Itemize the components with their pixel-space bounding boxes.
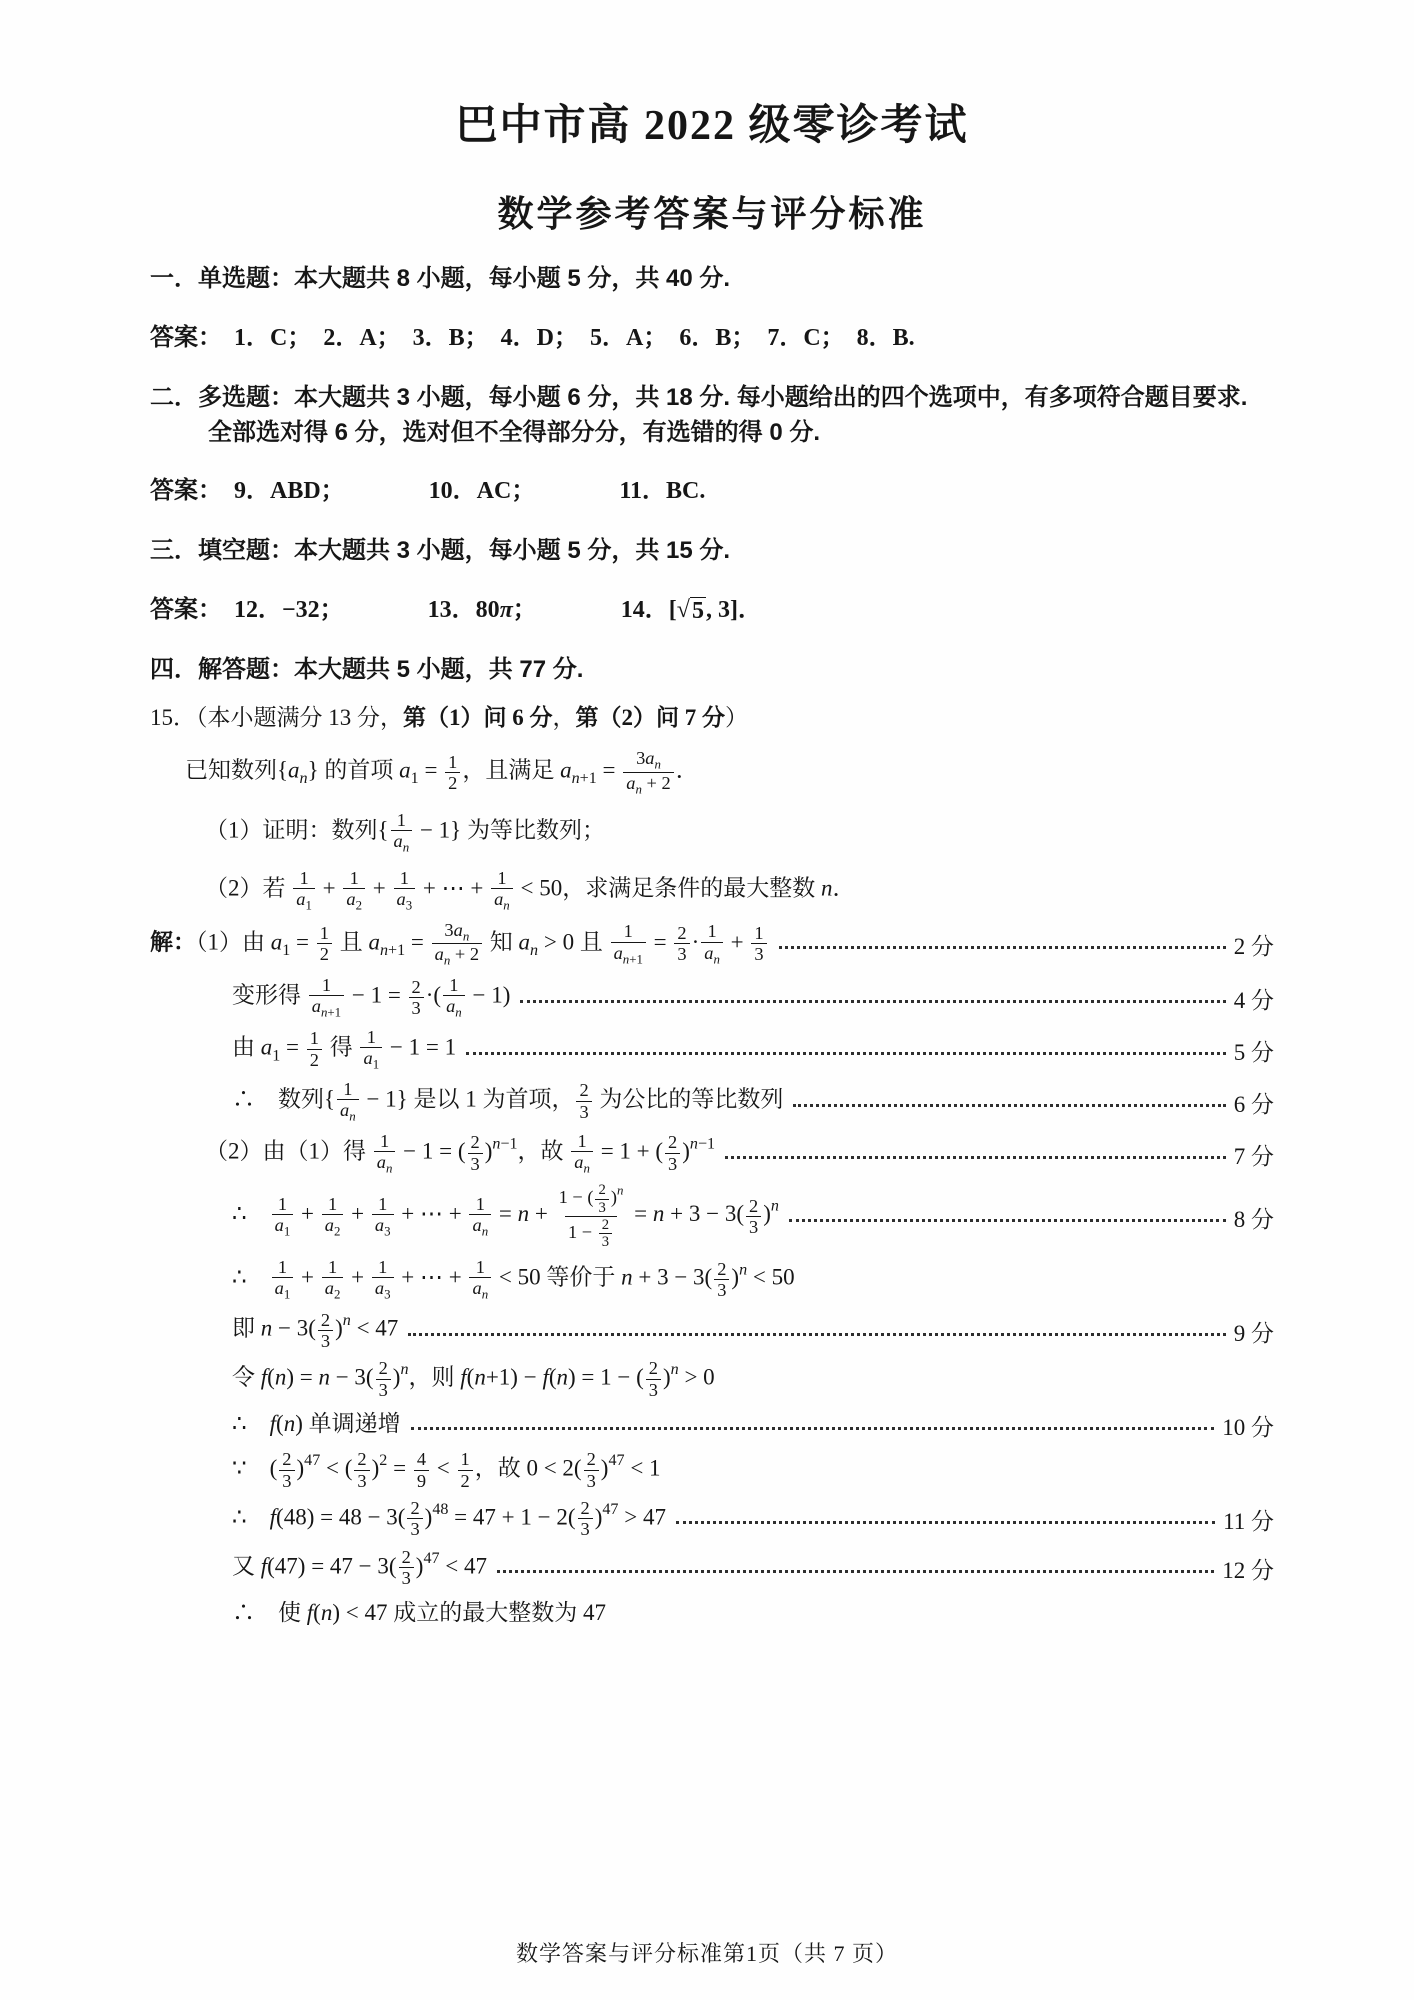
line-text: 即 n − 3( $\frac{2}{3}$ )$^n$ < 47 [232,1309,399,1351]
line-text: ∵ ( $\frac{2}{3}$ )$^{47}$ < ( $\frac{2}{3}$ )$^2$ = $\frac{4}{9}$ < $\frac{1}{2}$ ，故 0 < 2( $\frac{2}{3}$ )$^{47}$ < 1 [232,1449,661,1491]
page-subtitle: 数学参考答案与评分标准 [497,193,927,234]
dotted-leader [725,1156,1226,1159]
section-4-heading [150,653,1274,688]
solution-step-3 [150,1027,1274,1072]
line-text: 又 f(47) = 47 − 3( $\frac{2}{3}$ )$^{47}$ < 47 [232,1547,488,1589]
line-text: 变形得 $\frac{1}{a_{n+1}}$ − 1 = $\frac{2}{3}$ ·( $\frac{1}{a_n}$ − 1) [232,974,511,1020]
line-text: ∴ $\frac{1}{a_1}$ + $\frac{1}{a_2}$ + $\frac{1}{a_3}$ + ⋯ + $\frac{1}{a_n}$ < 50 等价于 n + 3 − 3( $\frac{2}{3}$ )$^n$ < 50 [232,1257,795,1302]
solution-step-10 [150,1407,1274,1442]
dotted-leader [497,1570,1214,1573]
solution-step-6 [150,1182,1274,1250]
line-text: ∴ 数列{ $\frac{1}{a_n}$ − 1} 是以 1 为首项， $\frac{2}{3}$ 为公比的等比数列 [232,1078,784,1124]
dotted-leader [793,1104,1225,1107]
solution-step-13 [150,1547,1274,1589]
score-label: 5 分 [1233,1039,1274,1065]
line-text: （2）由（1）得 $\frac{1}{a_n}$ − 1 = ( $\frac{2}{3}$ )$^{n-1}$，故 $\frac{1}{a_n}$ = 1 + ( $\frac{2}{3}$ )$^{n-1}$ [205,1130,716,1176]
solution-step-5 [150,1131,1274,1176]
dotted-leader [520,1000,1225,1003]
page-title: 巴中市高 2022 级零诊考试 [455,103,969,149]
question-15-given [150,748,1274,796]
line-text: 四．解答题：本大题共 5 小题，共 77 分. [150,656,584,684]
score-label: 7 分 [1233,1143,1274,1169]
dotted-leader [408,1333,1225,1336]
line-text: 解：（1）由 $a_1$ = $\frac{1}{2}$ 且 $a_{n+1}$ = $\frac{3a_n}{a_n + 2}$ 知 $a_n > 0$ 且 $\frac{1}{a_{n+1}}$ = $\frac{2}{3}$ · $\frac{1}{a_n}$ + $\frac{1}{3}$ [150,920,769,968]
line-text: 15．（本小题满分 13 分，第（1）问 6 分，第（2）问 7 分） [150,704,748,730]
solution-step-1 [150,920,1274,968]
dotted-leader [676,1521,1215,1524]
score-label: 6 分 [1233,1091,1274,1117]
line-text: ∴ 使 f(n) < 47 成立的最大整数为 47 [232,1599,606,1625]
line-text: 三．填空题：本大题共 3 小题，每小题 5 分，共 15 分. [150,537,731,565]
solution-step-4 [150,1079,1274,1124]
line-text: （1）证明：数列{ $\frac{1}{a_n}$ − 1} 为等比数列； [205,809,605,855]
dotted-leader [411,1427,1215,1430]
score-label: 8 分 [1233,1206,1274,1232]
section-3-heading [150,534,1274,569]
line-text: 答案： 12．−32； 13．80π； 14．[ √ 5 , 3]． [150,597,762,625]
line-text: 由 $a_1$ = $\frac{1}{2}$ 得 $\frac{1}{a_1}$ − 1 = 1 [232,1026,457,1072]
line-text: 令 f(n) = n − 3( $\frac{2}{3}$ )$^n$，则 f(n+1) − f(n) = 1 − ( $\frac{2}{3}$ )$^n$ > 0 [232,1358,715,1400]
line-text: ∴ $\frac{1}{a_1}$ + $\frac{1}{a_2}$ + $\frac{1}{a_3}$ + ⋯ + $\frac{1}{a_n}$ = n + 1 − ( $\frac{2}{3}$ )$^n$ 1 − $\frac{2}{3}$ = n + 3 − 3( $\frac{2}{3}$ )$^n$ [232,1182,779,1251]
dotted-leader [789,1219,1226,1222]
question-15-part2 [150,868,1274,913]
score-label: 12 分 [1222,1558,1274,1584]
solution-step-9 [150,1358,1274,1400]
page-footer: 数学答案与评分标准第1页（共 7 页） [515,1941,898,1966]
line-text: （2）若 $\frac{1}{a_1}$ + $\frac{1}{a_2}$ + $\frac{1}{a_3}$ + ⋯ + $\frac{1}{a_n}$ < 50，求满足条件的最大整数 n． [205,867,856,913]
score-label: 10 分 [1222,1414,1274,1440]
line-text: 二．多选题：本大题共 3 小题，每小题 6 分，共 18 分. 每小题给出的四个选项中，有多项符合题目要求. 全部选对得 6 分，选对但不全得部分分，有选错的得 0 分. [150,383,1248,446]
solution-step-12 [150,1498,1274,1540]
answers-single-choice [150,320,1274,356]
section-2-heading [150,381,1274,451]
answers-fill-blank [150,592,1274,628]
solution-step-14 [150,1596,1274,1631]
score-label: 11 分 [1223,1509,1274,1535]
section-1-heading [150,262,1274,297]
answers-multi-choice [150,473,1274,509]
question-15-part1 [150,810,1274,855]
line-text: ∴ f(n) 单调递增 [232,1411,401,1437]
lines [150,262,1274,1630]
dotted-leader [779,946,1226,949]
solution-step-8 [150,1309,1274,1351]
line-text: 一．单选题：本大题共 8 小题，每小题 5 分，共 40 分. [150,265,731,292]
score-label: 4 分 [1233,987,1274,1013]
solution-step-2 [150,975,1274,1020]
solution-step-7 [150,1257,1274,1302]
line-text: 答案： 9．ABD； 10．AC； 11．BC. [150,478,706,505]
score-label: 9 分 [1233,1320,1274,1346]
question-15-header [150,701,1274,736]
line-text: ∴ f(48) = 48 − 3( $\frac{2}{3}$ )$^{48}$ = 47 + 1 − 2( $\frac{2}{3}$ )$^{47}$ > 47 [232,1498,666,1540]
line-text: 已知数列$\{a_n\}$ 的首项 $a_1$ = $\frac{1}{2}$ ，且满足 $a_{n+1}$ = $\frac{3a_n}{a_n + 2}$ ． [185,748,699,797]
dotted-leader [466,1052,1226,1055]
line-text: 答案： 1．C； 2．A； 3．B； 4．D； 5．A； 6．B； 7．C； 8．B. [150,324,915,351]
solution-step-11 [150,1449,1274,1491]
score-label: 2 分 [1233,934,1274,960]
